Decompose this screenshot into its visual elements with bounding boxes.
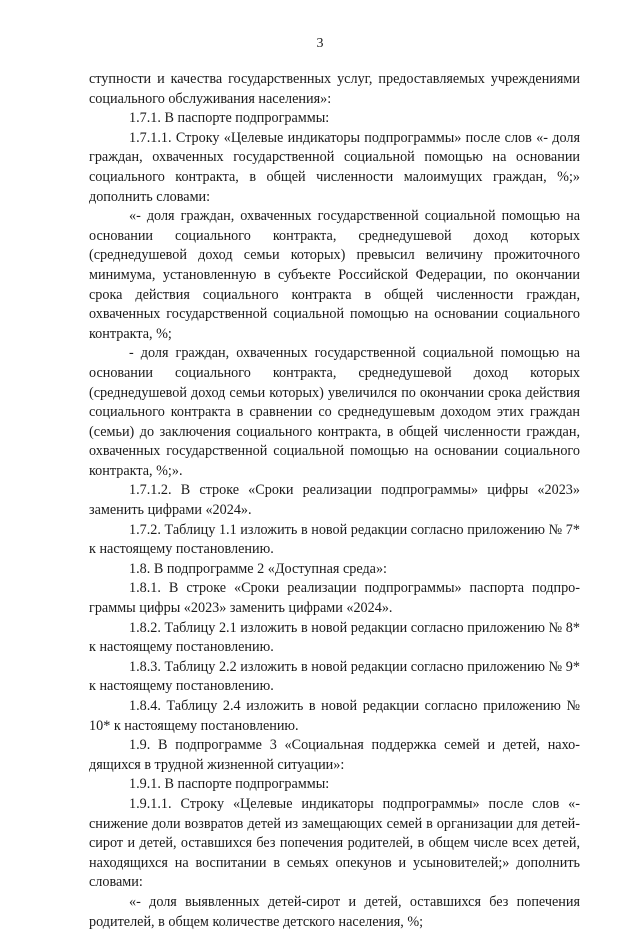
paragraph: 1.7.2. Таблицу 1.1 изложить в новой редакции согласно приложению № 7* к настоящему постановлению. xyxy=(89,521,580,558)
paragraph: 1.8.1. В строке «Сроки реализации подпрограммы» паспорта подпрограммы цифры «2023» заменить цифрами «2024». xyxy=(89,580,580,617)
paragraph: 1.9.1. В паспорте подпрограммы: xyxy=(129,776,330,793)
paragraph: 1.7.1.1. Строку «Целевые индикаторы подпрограммы» после слов «- доля граждан, охваченных государственной социальной помощью на основании социального контракта, в общей численности малоимущих граждан, %;» дополнить словами: xyxy=(89,129,580,205)
paragraph: 1.8.4. Таблицу 2.4 изложить в новой редакции согласно приложению № 10* к настоящему постановлению. xyxy=(89,698,580,734)
paragraph: ступности и качества государственных услуг, предоставляемых учреждениями социального обслуживания населения»: xyxy=(89,71,580,107)
paragraph: 1.8. В подпрограмме 2 «Доступная среда»: xyxy=(129,560,387,577)
paragraph: «- доля выявленных детей-сирот и детей, оставшихся без попечения родителей, в общем количестве детского населения, %; xyxy=(89,893,580,930)
paragraph: 1.7.1.2. В строке «Сроки реализации подпрограммы» цифры «2023» заменить цифрами «2024». xyxy=(89,482,580,519)
paragraph: 1.7.1. В паспорте подпрограммы: xyxy=(129,110,330,127)
document-body xyxy=(89,70,580,932)
paragraph: 1.9.1.1. Строку «Целевые индикаторы подпрограммы» после слов «- снижение доли возвратов детей из замещающих семей в организации для детей-сирот и детей, оставшихся без попечения родителей, в общем числе всех детей, находящихся на воспитании в семьях опекунов и усыновителей;» дополнить словами: xyxy=(89,795,580,891)
page-number: 3 xyxy=(316,36,324,51)
paragraph: 1.8.2. Таблицу 2.1 изложить в новой редакции согласно приложению № 8* к настоящему постановлению. xyxy=(89,619,580,656)
paragraph: 1.9. В подпрограмме 3 «Социальная поддержка семей и детей, находящихся в трудной жизненной ситуации»: xyxy=(89,737,580,773)
paragraph: 1.8.3. Таблицу 2.2 изложить в новой редакции согласно приложению № 9* к настоящему постановлению. xyxy=(89,658,580,695)
paragraph: «- доля граждан, охваченных государственной социальной помощью на основании социального контракта, среднедушевой доход которых (среднедушевой доход семьи которых) превысил величину прожиточного минимума, установленную в субъекте Российской Федерации, по окончании срока действия социального контракта в общей численности граждан, охваченных государственной социальной помощью на основании социального контракта, %; xyxy=(89,208,580,342)
paragraph: - доля граждан, охваченных государственной социальной помощью на основании социального контракта, среднедушевой доход которых (среднедушевой доход семьи которых) увеличился по окончании срока действия социального контракта в сравнении со среднедушевым доходом этих граждан (семьи) до заключения социального контракта, в общей численности граждан, охваченных государственной социальной помощью на основании социального контракта, %;». xyxy=(89,345,580,479)
